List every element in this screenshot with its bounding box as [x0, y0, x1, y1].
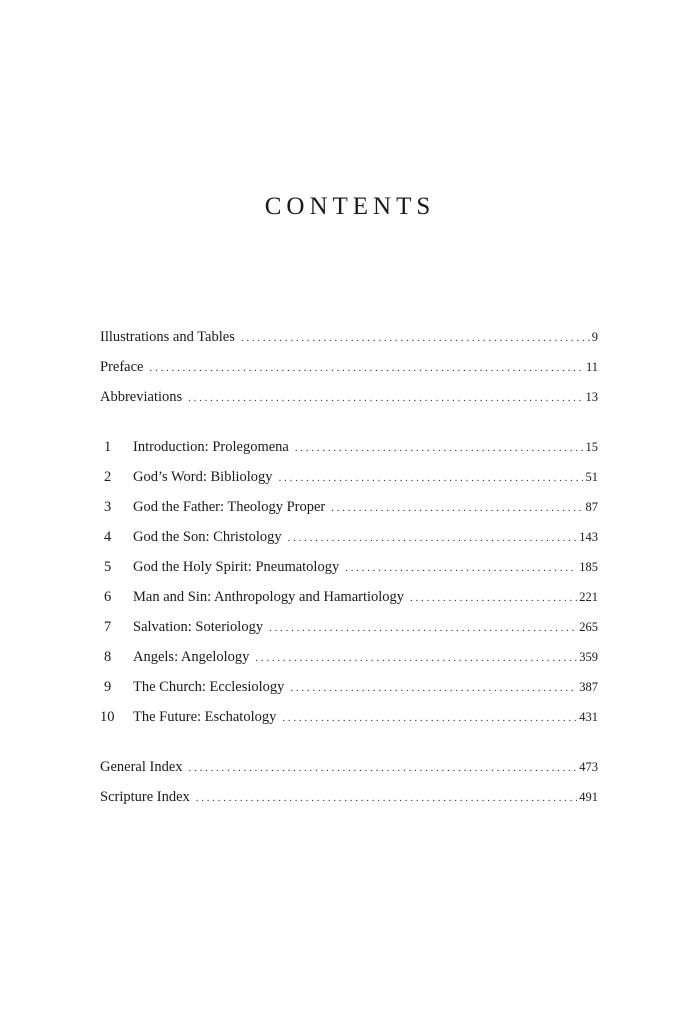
- table-of-contents: [100, 326, 598, 816]
- entry-title: Illustrations and Tables: [100, 329, 235, 345]
- dot-leader: [410, 587, 577, 609]
- chapter-number: 2: [104, 469, 112, 485]
- dot-leader: [149, 357, 583, 379]
- entry-page-number: 431: [579, 710, 598, 724]
- back-matter-list: [100, 756, 598, 816]
- toc-entry-scripture-index[interactable]: [100, 786, 598, 816]
- dot-leader: [331, 497, 583, 519]
- entry-page-number: 221: [579, 590, 598, 604]
- entry-page-number: 185: [579, 560, 598, 574]
- dot-leader: [255, 647, 577, 669]
- dot-leader: [288, 527, 578, 549]
- entry-title: Angels: Angelology: [133, 649, 250, 665]
- entry-title: The Future: Eschatology: [133, 709, 277, 725]
- entry-page-number: 15: [585, 440, 598, 454]
- toc-entry-chapter-6[interactable]: [100, 586, 598, 616]
- chapter-number: 6: [104, 589, 112, 605]
- dot-leader: [196, 787, 577, 809]
- toc-entry-illustrations[interactable]: [100, 326, 598, 356]
- entry-title: God’s Word: Bibliology: [133, 469, 273, 485]
- entry-title: The Church: Ecclesiology: [133, 679, 285, 695]
- chapter-number: 8: [104, 649, 112, 665]
- dot-leader: [279, 467, 584, 489]
- entry-page-number: 387: [579, 680, 598, 694]
- chapter-number: 10: [100, 709, 115, 725]
- dot-leader: [290, 677, 577, 699]
- entry-page-number: 11: [585, 360, 598, 374]
- entry-page-number: 51: [585, 470, 598, 484]
- toc-entry-chapter-10[interactable]: [100, 706, 598, 736]
- chapter-number: 7: [104, 619, 112, 635]
- entry-page-number: 265: [579, 620, 598, 634]
- page-title: CONTENTS: [264, 193, 436, 220]
- entry-title: Scripture Index: [100, 789, 190, 805]
- entry-title: Salvation: Soteriology: [133, 619, 264, 635]
- entry-title: Man and Sin: Anthropology and Hamartiology: [133, 589, 405, 605]
- entry-title: Preface: [100, 359, 144, 375]
- toc-entry-abbreviations[interactable]: [100, 386, 598, 416]
- entry-title: God the Father: Theology Proper: [133, 499, 326, 515]
- chapter-list: [100, 436, 598, 736]
- entry-title: Abbreviations: [100, 389, 183, 405]
- entry-page-number: 359: [579, 650, 598, 664]
- toc-entry-chapter-8[interactable]: [100, 646, 598, 676]
- entry-page-number: 87: [585, 500, 598, 514]
- dot-leader: [189, 757, 578, 779]
- toc-entry-chapter-7[interactable]: [100, 616, 598, 646]
- toc-entry-chapter-9[interactable]: [100, 676, 598, 706]
- chapter-number: 1: [104, 439, 112, 455]
- toc-entry-chapter-2[interactable]: [100, 466, 598, 496]
- entry-page-number: 9: [591, 330, 598, 344]
- toc-entry-preface[interactable]: [100, 356, 598, 386]
- entry-page-number: 13: [585, 390, 598, 404]
- dot-leader: [295, 437, 584, 459]
- dot-leader: [188, 387, 583, 409]
- chapter-number: 4: [104, 529, 112, 545]
- entry-title: God the Son: Christology: [133, 529, 282, 545]
- entry-page-number: 473: [579, 760, 598, 774]
- dot-leader: [269, 617, 577, 639]
- dot-leader: [345, 557, 577, 579]
- toc-entry-chapter-1[interactable]: [100, 436, 598, 466]
- chapter-number: 9: [104, 679, 112, 695]
- toc-entry-chapter-4[interactable]: [100, 526, 598, 556]
- toc-entry-chapter-5[interactable]: [100, 556, 598, 586]
- toc-entry-chapter-3[interactable]: [100, 496, 598, 526]
- entry-page-number: 491: [579, 790, 598, 804]
- chapter-number: 5: [104, 559, 112, 575]
- entry-title: Introduction: Prolegomena: [133, 439, 289, 455]
- toc-entry-general-index[interactable]: [100, 756, 598, 786]
- chapter-number: 3: [104, 499, 112, 515]
- entry-title: God the Holy Spirit: Pneumatology: [133, 559, 340, 575]
- front-matter-list: [100, 326, 598, 416]
- entry-title: General Index: [100, 759, 183, 775]
- dot-leader: [282, 707, 577, 729]
- entry-page-number: 143: [579, 530, 598, 544]
- dot-leader: [241, 327, 590, 349]
